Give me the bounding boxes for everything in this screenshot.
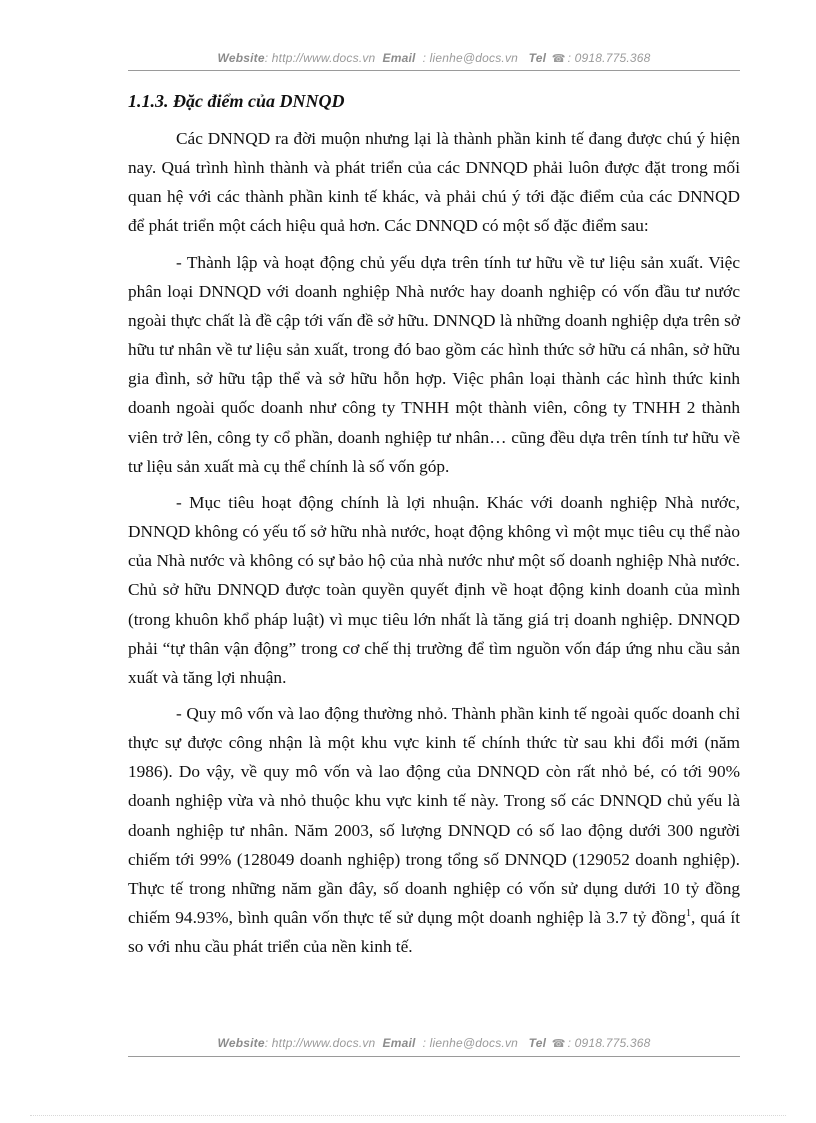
footer-tel-label: Tel [528, 1036, 547, 1050]
header-email-value: : lienhe@docs.vn [422, 51, 519, 65]
paragraph-scale-end: , quá ít so với nhu cầu phát triển của nền kinh tế. [128, 908, 741, 957]
page-footer [128, 1036, 740, 1050]
paragraph-ownership: - Thành lập và hoạt động chủ yếu dựa trên tính tư hữu về tư liệu sản xuất. Việc phân loại DNNQD với doanh nghiệp Nhà nước hay doanh nghiệp có vốn đầu tư nước ngoài thực chất là đề cập tới vấn đề sở hữu. DNNQD là những doanh nghiệp dựa trên sở hữu tư nhân về tư liệu sản xuất, trong đó bao gồm các hình thức sở hữu cá nhân, sở hữu gia đình, sở hữu tập thể và sở hữu hỗn hợp. Việc phân loại thành các hình thức kinh doanh ngoài quốc doanh như công ty TNHH một thành viên, công ty TNHH 2 thành viên trở lên, công ty cổ phần, doanh nghiệp tư nhân… cũng đều dựa trên tính tư hữu về tư liệu sản xuất mà cụ thể chính là số vốn góp. [128, 252, 740, 476]
paragraph-scale [128, 699, 740, 961]
paragraph-scale-text: - Quy mô vốn và lao động thường nhỏ. Thành phần kinh tế ngoài quốc doanh chỉ thực sự được công nhận là một khu vực kinh tế chính thức từ sau khi đổi mới (năm 1986). Do vậy, về quy mô vốn và lao động của DNNQD còn rất nhỏ bé, có tới 90% doanh nghiệp vừa và nhỏ thuộc khu vực kinh tế này. Trong số các DNNQD chủ yếu là doanh nghiệp tư nhân. Năm 2003, số lượng DNNQD có số lao động dưới 300 người chiếm tới 99% (128049 doanh nghiệp) trong tổng số DNNQD (129052 doanh nghiệp). Thực tế trong những năm gần đây, số doanh nghiệp có vốn sử dụng dưới 10 tỷ đồng chiếm 94.93%, bình quân vốn thực tế sử dụng một doanh nghiệp là 3.7 tỷ đồng [128, 703, 740, 928]
header-rule [128, 70, 740, 71]
page-bottom-dotted-line [30, 1115, 786, 1116]
header-website-label: Website [217, 51, 265, 65]
footer-website-url: : http://www.docs.vn [264, 1036, 376, 1050]
paragraph-intro: Các DNNQD ra đời muộn nhưng lại là thành phần kinh tế đang được chú ý hiện nay. Quá trình hình thành và phát triển của các DNNQD phải luôn được đặt trong mối quan hệ với các thành phần kinh tế khác, và phải chú ý tới đặc điểm của các DNNQD để phát triển một cách hiệu quả hơn. Các DNNQD có một số đặc điểm sau: [128, 129, 740, 236]
paragraph-profit-goal: - Mục tiêu hoạt động chính là lợi nhuận. Khác với doanh nghiệp Nhà nước, DNNQD không có yếu tố sở hữu nhà nước, hoạt động không vì một mục tiêu cụ thể nào của Nhà nước và không có sự bảo hộ của nhà nước như một số doanh nghiệp Nhà nước. Chủ sở hữu DNNQD được toàn quyền quyết định về hoạt động kinh doanh của mình (trong khuôn khổ pháp luật) vì mục tiêu lớn nhất là tăng giá trị doanh nghiệp. DNNQD phải “tự thân vận động” trong cơ chế thị trường để tìm nguồn vốn đáp ứng nhu cầu sản xuất và tăng lợi nhuận. [128, 492, 740, 687]
phone-icon: ☎ [551, 53, 566, 65]
footnote-mark: 1 [685, 908, 691, 920]
page-header [128, 51, 740, 65]
section-heading: 1.1.3. Đặc điểm của DNNQD [128, 91, 345, 111]
footer-tel-value: : 0918.775.368 [567, 1036, 651, 1050]
header-tel-value: : 0918.775.368 [567, 51, 651, 65]
footer-email-value: : lienhe@docs.vn [422, 1036, 519, 1050]
footer-rule [128, 1056, 740, 1057]
header-tel-label: Tel [528, 51, 547, 65]
phone-icon: ☎ [551, 1038, 566, 1050]
header-email-label: Email [382, 51, 416, 65]
header-website-url: : http://www.docs.vn [264, 51, 376, 65]
footer-website-label: Website [217, 1036, 265, 1050]
document-body [128, 87, 740, 968]
footer-email-label: Email [382, 1036, 416, 1050]
